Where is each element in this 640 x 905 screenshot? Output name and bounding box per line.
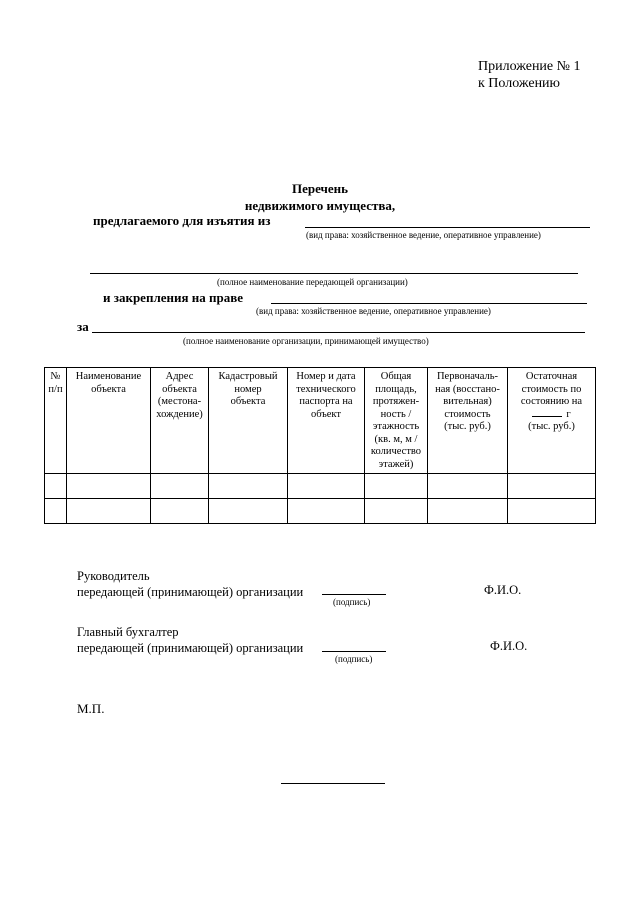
table-cell[interactable] xyxy=(45,499,67,524)
table-cell[interactable] xyxy=(365,499,428,524)
table-cell[interactable] xyxy=(288,499,365,524)
accountant-signature-field[interactable] xyxy=(322,651,386,652)
table-cell[interactable] xyxy=(508,474,596,499)
appendix-line-2: к Положению xyxy=(478,76,561,91)
accountant-fio: Ф.И.О. xyxy=(490,639,528,653)
header-passport: Номер и дата технического паспорта на объект xyxy=(288,368,365,474)
header-number: № п/п xyxy=(45,368,67,474)
transfer-org-caption: (полное наименование передающей организации) xyxy=(217,277,408,287)
date-blank[interactable] xyxy=(532,416,562,417)
table-cell[interactable] xyxy=(428,499,508,524)
header-cadastral-number: Кадастровый номер объекта xyxy=(209,368,288,474)
head-org: передающей (принимающей) организации xyxy=(77,585,304,599)
header-object-name: Наименование объекта xyxy=(67,368,151,474)
property-table xyxy=(44,367,596,524)
header-area: Общая площадь, протяжен- ность / этажность (кв. м, м / количество этажей) xyxy=(365,368,428,474)
head-signature-caption: (подпись) xyxy=(333,597,371,607)
table-row xyxy=(45,474,596,499)
table-cell[interactable] xyxy=(209,499,288,524)
document-title: Перечень xyxy=(291,181,349,196)
header-address: Адрес объекта (местона- хождение) xyxy=(151,368,209,474)
transfer-org-field[interactable] xyxy=(90,273,578,274)
assignment-right-label: и закрепления на праве xyxy=(103,290,244,305)
for-label: за xyxy=(77,319,89,334)
accountant-signature-block xyxy=(77,624,303,656)
head-title: Руководитель xyxy=(77,569,150,583)
appendix-line-1: Приложение № 1 xyxy=(478,59,581,74)
table-cell[interactable] xyxy=(288,474,365,499)
head-fio: Ф.И.О. xyxy=(484,583,522,597)
table-cell[interactable] xyxy=(508,499,596,524)
right-type-field-2[interactable] xyxy=(271,303,587,304)
accountant-org: передающей (принимающей) организации xyxy=(77,641,304,655)
table-cell[interactable] xyxy=(209,474,288,499)
proposed-withdrawal-label: предлагаемого для изъятия из xyxy=(93,213,271,228)
header-residual-cost: Остаточная стоимость по состоянию на г (тыс. руб.) xyxy=(508,368,596,474)
right-type-caption-2: (вид права: хозяйственное ведение, оперативное управление) xyxy=(256,306,491,316)
table-cell[interactable] xyxy=(67,499,151,524)
table-cell[interactable] xyxy=(151,474,209,499)
table-row xyxy=(45,499,596,524)
table-cell[interactable] xyxy=(67,474,151,499)
receive-org-caption: (полное наименование организации, принимающей имущество) xyxy=(183,336,429,346)
header-initial-cost: Первоначаль- ная (восстано- вительная) стоимость (тыс. руб.) xyxy=(428,368,508,474)
table-header-row xyxy=(45,368,596,474)
appendix-reference xyxy=(478,58,581,92)
bottom-separator xyxy=(281,783,385,784)
right-type-caption-1: (вид права: хозяйственное ведение, оперативное управление) xyxy=(306,230,541,240)
receive-org-field[interactable] xyxy=(92,332,585,333)
accountant-title: Главный бухгалтер xyxy=(77,625,179,639)
stamp-place: М.П. xyxy=(77,701,105,716)
table-cell[interactable] xyxy=(45,474,67,499)
table-cell[interactable] xyxy=(151,499,209,524)
accountant-signature-caption: (подпись) xyxy=(335,654,373,664)
head-signature-block xyxy=(77,568,303,600)
table-cell[interactable] xyxy=(365,474,428,499)
document-subtitle: недвижимого имущества, xyxy=(244,198,396,213)
table-cell[interactable] xyxy=(428,474,508,499)
right-type-field-1[interactable] xyxy=(305,227,590,228)
head-signature-field[interactable] xyxy=(322,594,386,595)
